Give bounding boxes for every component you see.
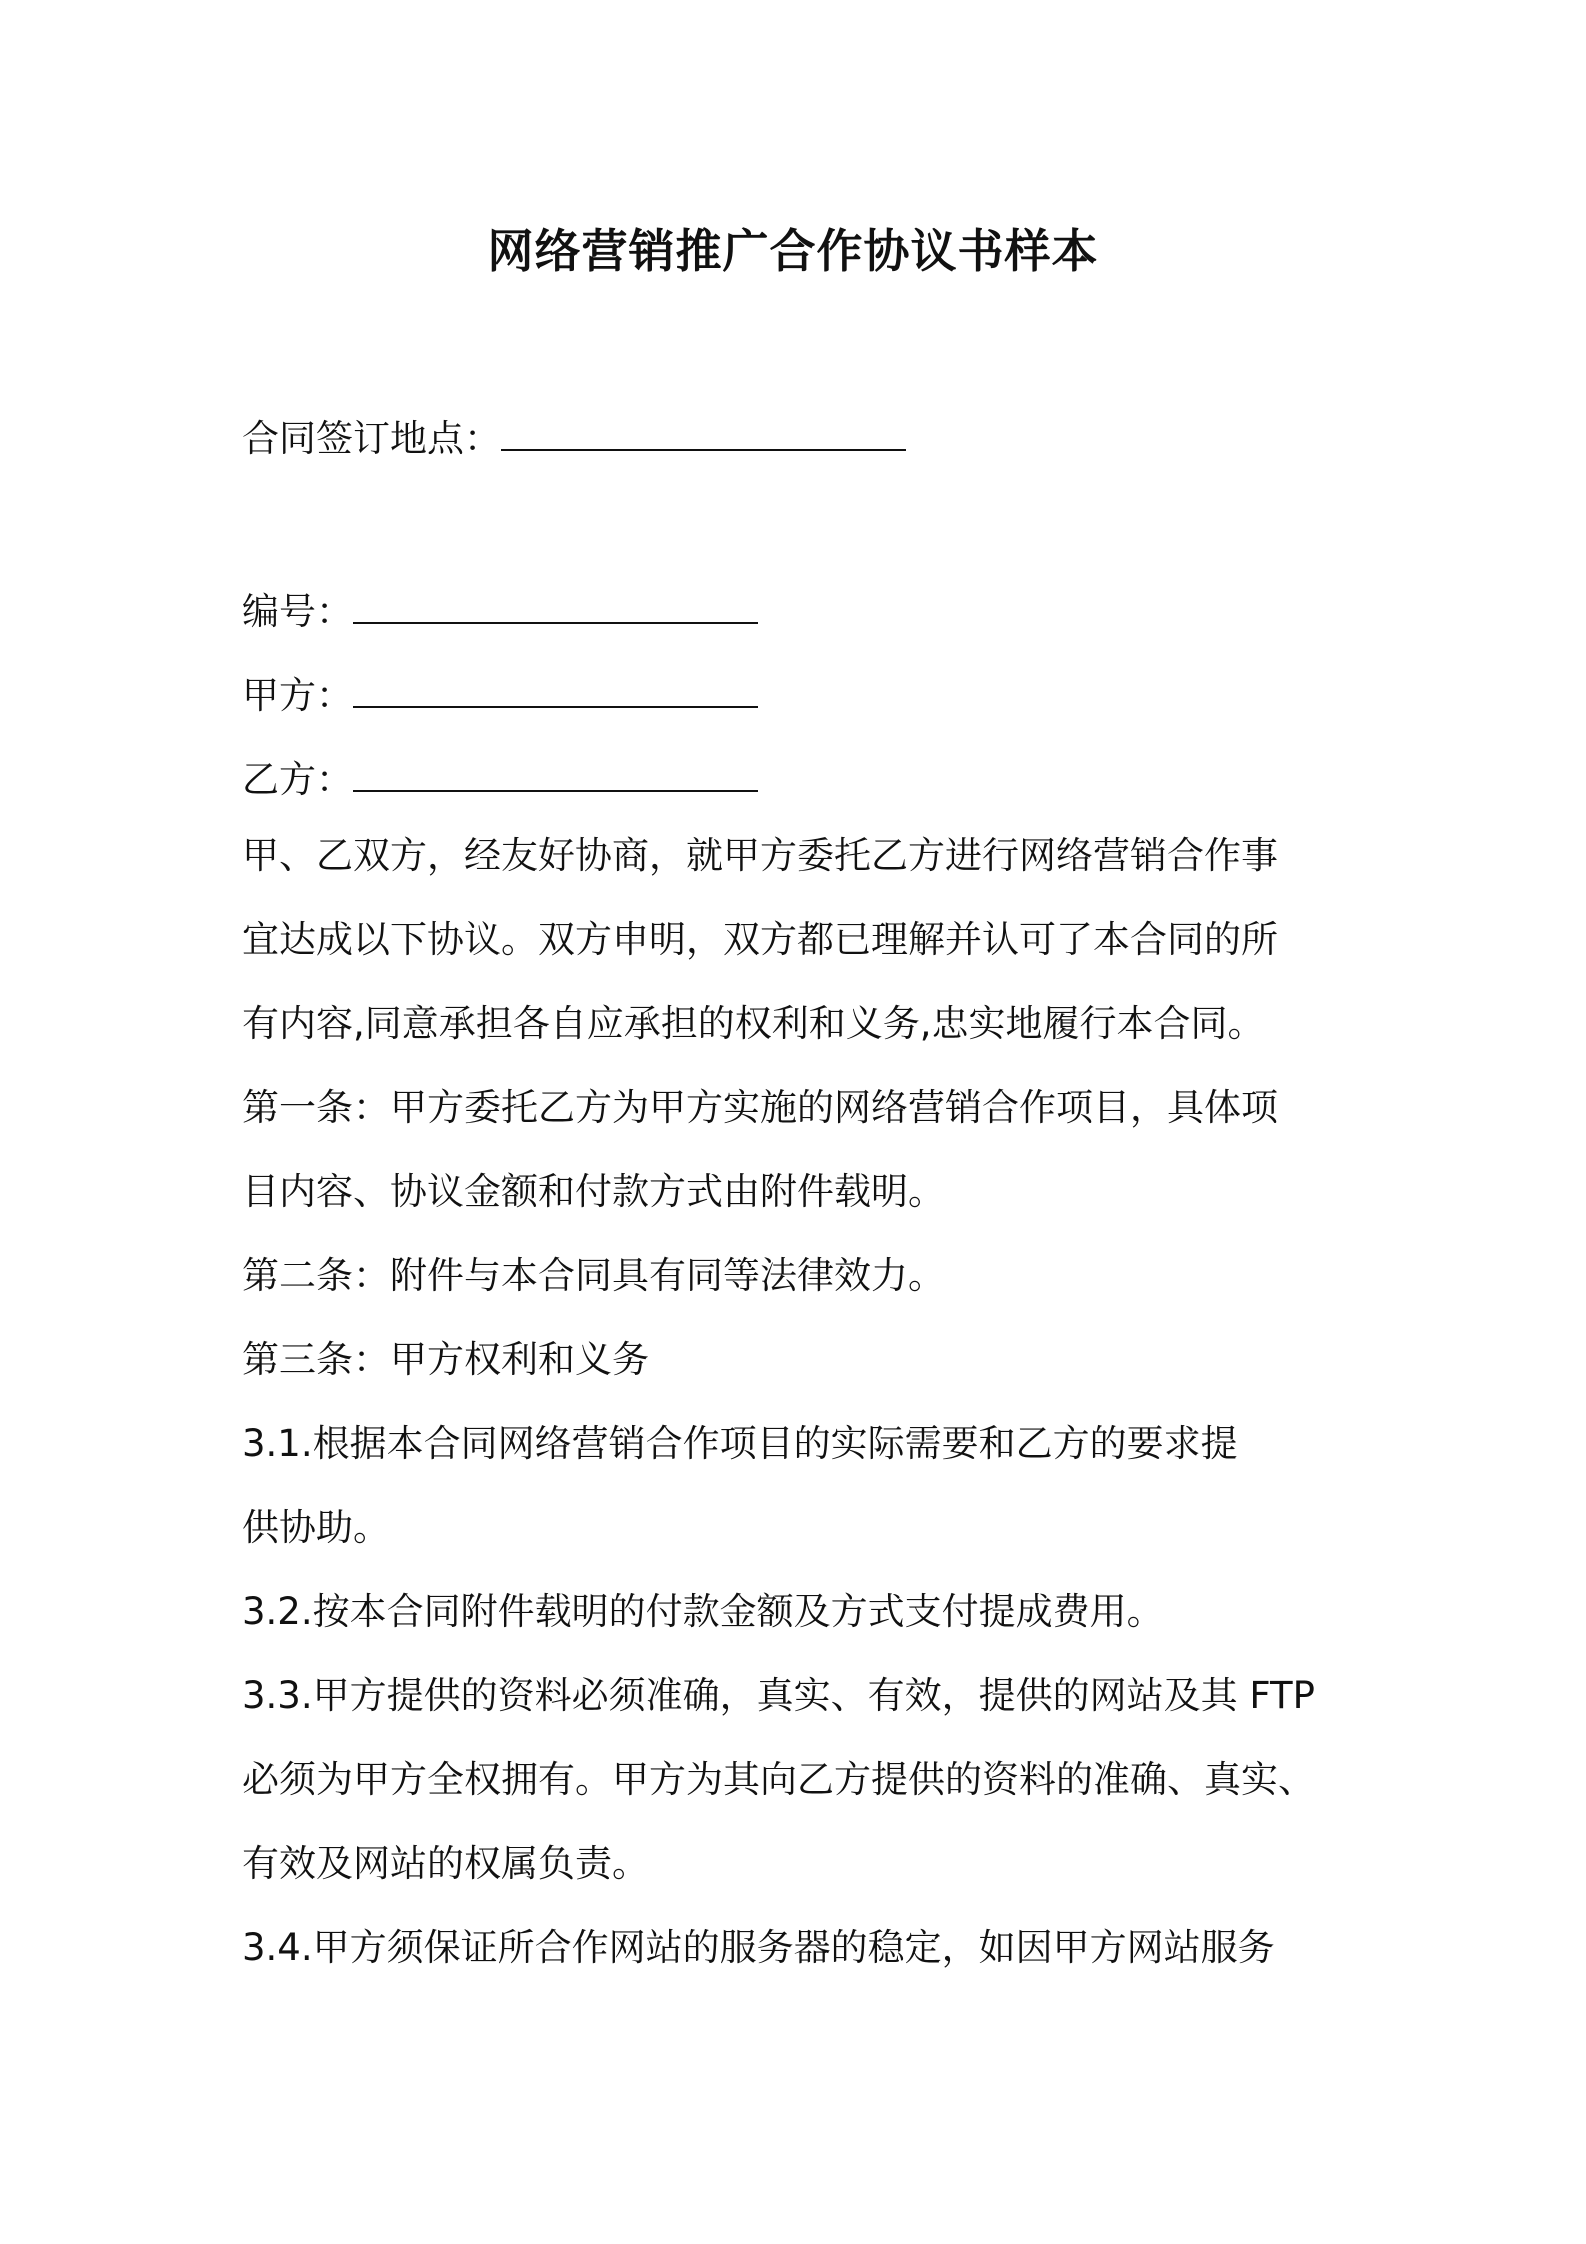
field-party-b-blank bbox=[353, 756, 758, 792]
field-party-a-label: 甲方： bbox=[242, 674, 353, 717]
body-line: 有内容,同意承担各自应承担的权利和义务,忠实地履行本合同。 bbox=[242, 1002, 1265, 1045]
contract-body bbox=[242, 814, 1354, 1990]
body-line: 必须为甲方全权拥有。甲方为其向乙方提供的资料的准确、真实、 bbox=[242, 1758, 1315, 1801]
field-number-blank bbox=[353, 588, 758, 624]
body-line: 目内容、协议金额和付款方式由附件载明。 bbox=[242, 1170, 945, 1213]
field-number bbox=[242, 570, 758, 654]
document-title: 网络营销推广合作协议书样本 bbox=[487, 224, 1099, 278]
contract-place-field bbox=[242, 408, 906, 462]
body-line: 3.1.根据本合同网络营销合作项目的实际需要和乙方的要求提 bbox=[242, 1422, 1238, 1465]
body-line: 甲、乙双方，经友好协商，就甲方委托乙方进行网络营销合作事 bbox=[242, 834, 1278, 877]
body-line: 第二条：附件与本合同具有同等法律效力。 bbox=[242, 1254, 945, 1297]
contract-place-label: 合同签订地点： bbox=[242, 417, 501, 460]
field-party-b-label: 乙方： bbox=[242, 758, 353, 801]
field-party-b bbox=[242, 738, 758, 822]
body-line: 第一条：甲方委托乙方为甲方实施的网络营销合作项目，具体项 bbox=[242, 1086, 1278, 1129]
party-fields bbox=[242, 570, 758, 822]
body-line: 第三条：甲方权利和义务 bbox=[242, 1338, 649, 1381]
field-number-label: 编号： bbox=[242, 590, 353, 633]
contract-place-blank bbox=[501, 415, 906, 451]
body-line: 3.2.按本合同附件载明的付款金额及方式支付提成费用。 bbox=[242, 1590, 1164, 1633]
field-party-a-blank bbox=[353, 672, 758, 708]
body-line: 3.4.甲方须保证所合作网站的服务器的稳定，如因甲方网站服务 bbox=[242, 1926, 1275, 1969]
field-party-a bbox=[242, 654, 758, 738]
body-line: 宜达成以下协议。双方申明，双方都已理解并认可了本合同的所 bbox=[242, 918, 1278, 961]
body-line: 3.3.甲方提供的资料必须准确，真实、有效，提供的网站及其 FTP bbox=[242, 1674, 1315, 1717]
body-line: 供协助。 bbox=[242, 1506, 390, 1549]
body-line: 有效及网站的权属负责。 bbox=[242, 1842, 649, 1885]
